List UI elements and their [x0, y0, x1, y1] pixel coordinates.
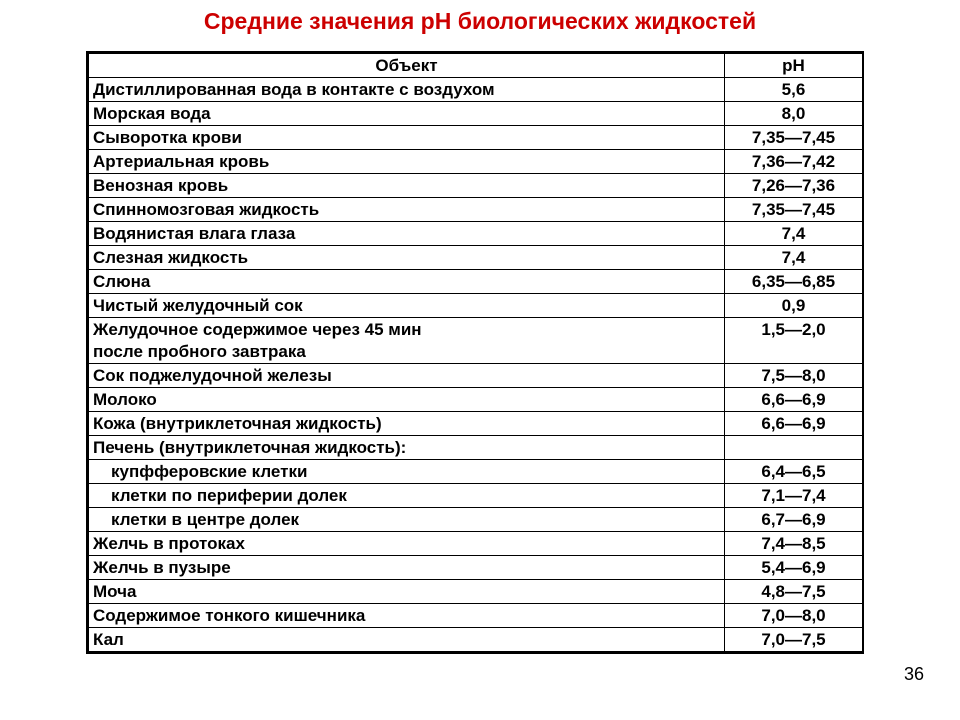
table-row — [89, 580, 863, 604]
table-row — [89, 532, 863, 556]
table-row — [89, 174, 863, 198]
ph-table — [88, 53, 863, 652]
row-object: Сок поджелудочной железы — [89, 364, 725, 388]
row-object: Содержимое тонкого кишечника — [89, 604, 725, 628]
row-ph: 7,35—7,45 — [725, 126, 863, 150]
table-row — [89, 246, 863, 270]
table-row — [89, 102, 863, 126]
table-row — [89, 294, 863, 318]
row-ph: 6,35—6,85 — [725, 270, 863, 294]
row-ph: 7,35—7,45 — [725, 198, 863, 222]
row-ph: 6,6—6,9 — [725, 412, 863, 436]
row-object: Моча — [89, 580, 725, 604]
row-ph: 4,8—7,5 — [725, 580, 863, 604]
table-row — [89, 222, 863, 246]
row-ph: 7,0—8,0 — [725, 604, 863, 628]
table-row — [89, 412, 863, 436]
row-ph: 5,4—6,9 — [725, 556, 863, 580]
row-object-line1: Желудочное содержимое через 45 мин — [93, 320, 422, 339]
table-row — [89, 126, 863, 150]
row-ph: 7,1—7,4 — [725, 484, 863, 508]
table-header-row — [89, 54, 863, 78]
table-row — [89, 270, 863, 294]
row-object: клетки в центре долек — [89, 508, 725, 532]
row-object: Желчь в пузыре — [89, 556, 725, 580]
table-row — [89, 364, 863, 388]
header-ph: pH — [725, 54, 863, 78]
row-ph: 1,5—2,0 — [725, 318, 863, 364]
row-object-line2: после пробного завтрака — [93, 342, 306, 361]
row-object: Венозная кровь — [89, 174, 725, 198]
table-row — [89, 78, 863, 102]
table-row — [89, 198, 863, 222]
table-row — [89, 150, 863, 174]
row-object: Спинномозговая жидкость — [89, 198, 725, 222]
table-row — [89, 436, 863, 460]
row-object: Слезная жидкость — [89, 246, 725, 270]
row-ph: 6,6—6,9 — [725, 388, 863, 412]
row-object: Кал — [89, 628, 725, 652]
row-ph: 7,5—8,0 — [725, 364, 863, 388]
row-ph: 7,0—7,5 — [725, 628, 863, 652]
row-ph: 7,4—8,5 — [725, 532, 863, 556]
row-object: Морская вода — [89, 102, 725, 126]
row-ph: 8,0 — [725, 102, 863, 126]
row-ph: 6,4—6,5 — [725, 460, 863, 484]
row-object: Молоко — [89, 388, 725, 412]
table-row — [89, 508, 863, 532]
table-row — [89, 556, 863, 580]
table-row — [89, 604, 863, 628]
table-row — [89, 484, 863, 508]
row-object: Печень (внутриклеточная жидкость): — [89, 436, 725, 460]
row-object: Сыворотка крови — [89, 126, 725, 150]
page-title: Средние значения pH биологических жидкостей — [203, 8, 757, 34]
row-ph: 7,36—7,42 — [725, 150, 863, 174]
row-object: Кожа (внутриклеточная жидкость) — [89, 412, 725, 436]
row-object: Артериальная кровь — [89, 150, 725, 174]
row-object: Слюна — [89, 270, 725, 294]
row-ph — [725, 436, 863, 460]
row-object — [89, 318, 725, 364]
row-object: Желчь в протоках — [89, 532, 725, 556]
row-object: купфферовские клетки — [89, 460, 725, 484]
row-object: Водянистая влага глаза — [89, 222, 725, 246]
row-object: Чистый желудочный сок — [89, 294, 725, 318]
page-number: 36 — [903, 664, 924, 684]
row-ph: 6,7—6,9 — [725, 508, 863, 532]
row-ph: 5,6 — [725, 78, 863, 102]
row-ph: 7,4 — [725, 246, 863, 270]
row-object: клетки по периферии долек — [89, 484, 725, 508]
ph-table-container — [86, 51, 864, 654]
table-row — [89, 318, 863, 364]
header-object: Объект — [89, 54, 725, 78]
row-object: Дистиллированная вода в контакте с воздухом — [89, 78, 725, 102]
table-row — [89, 628, 863, 652]
table-row — [89, 388, 863, 412]
row-ph: 7,4 — [725, 222, 863, 246]
row-ph: 7,26—7,36 — [725, 174, 863, 198]
table-row — [89, 460, 863, 484]
row-ph: 0,9 — [725, 294, 863, 318]
